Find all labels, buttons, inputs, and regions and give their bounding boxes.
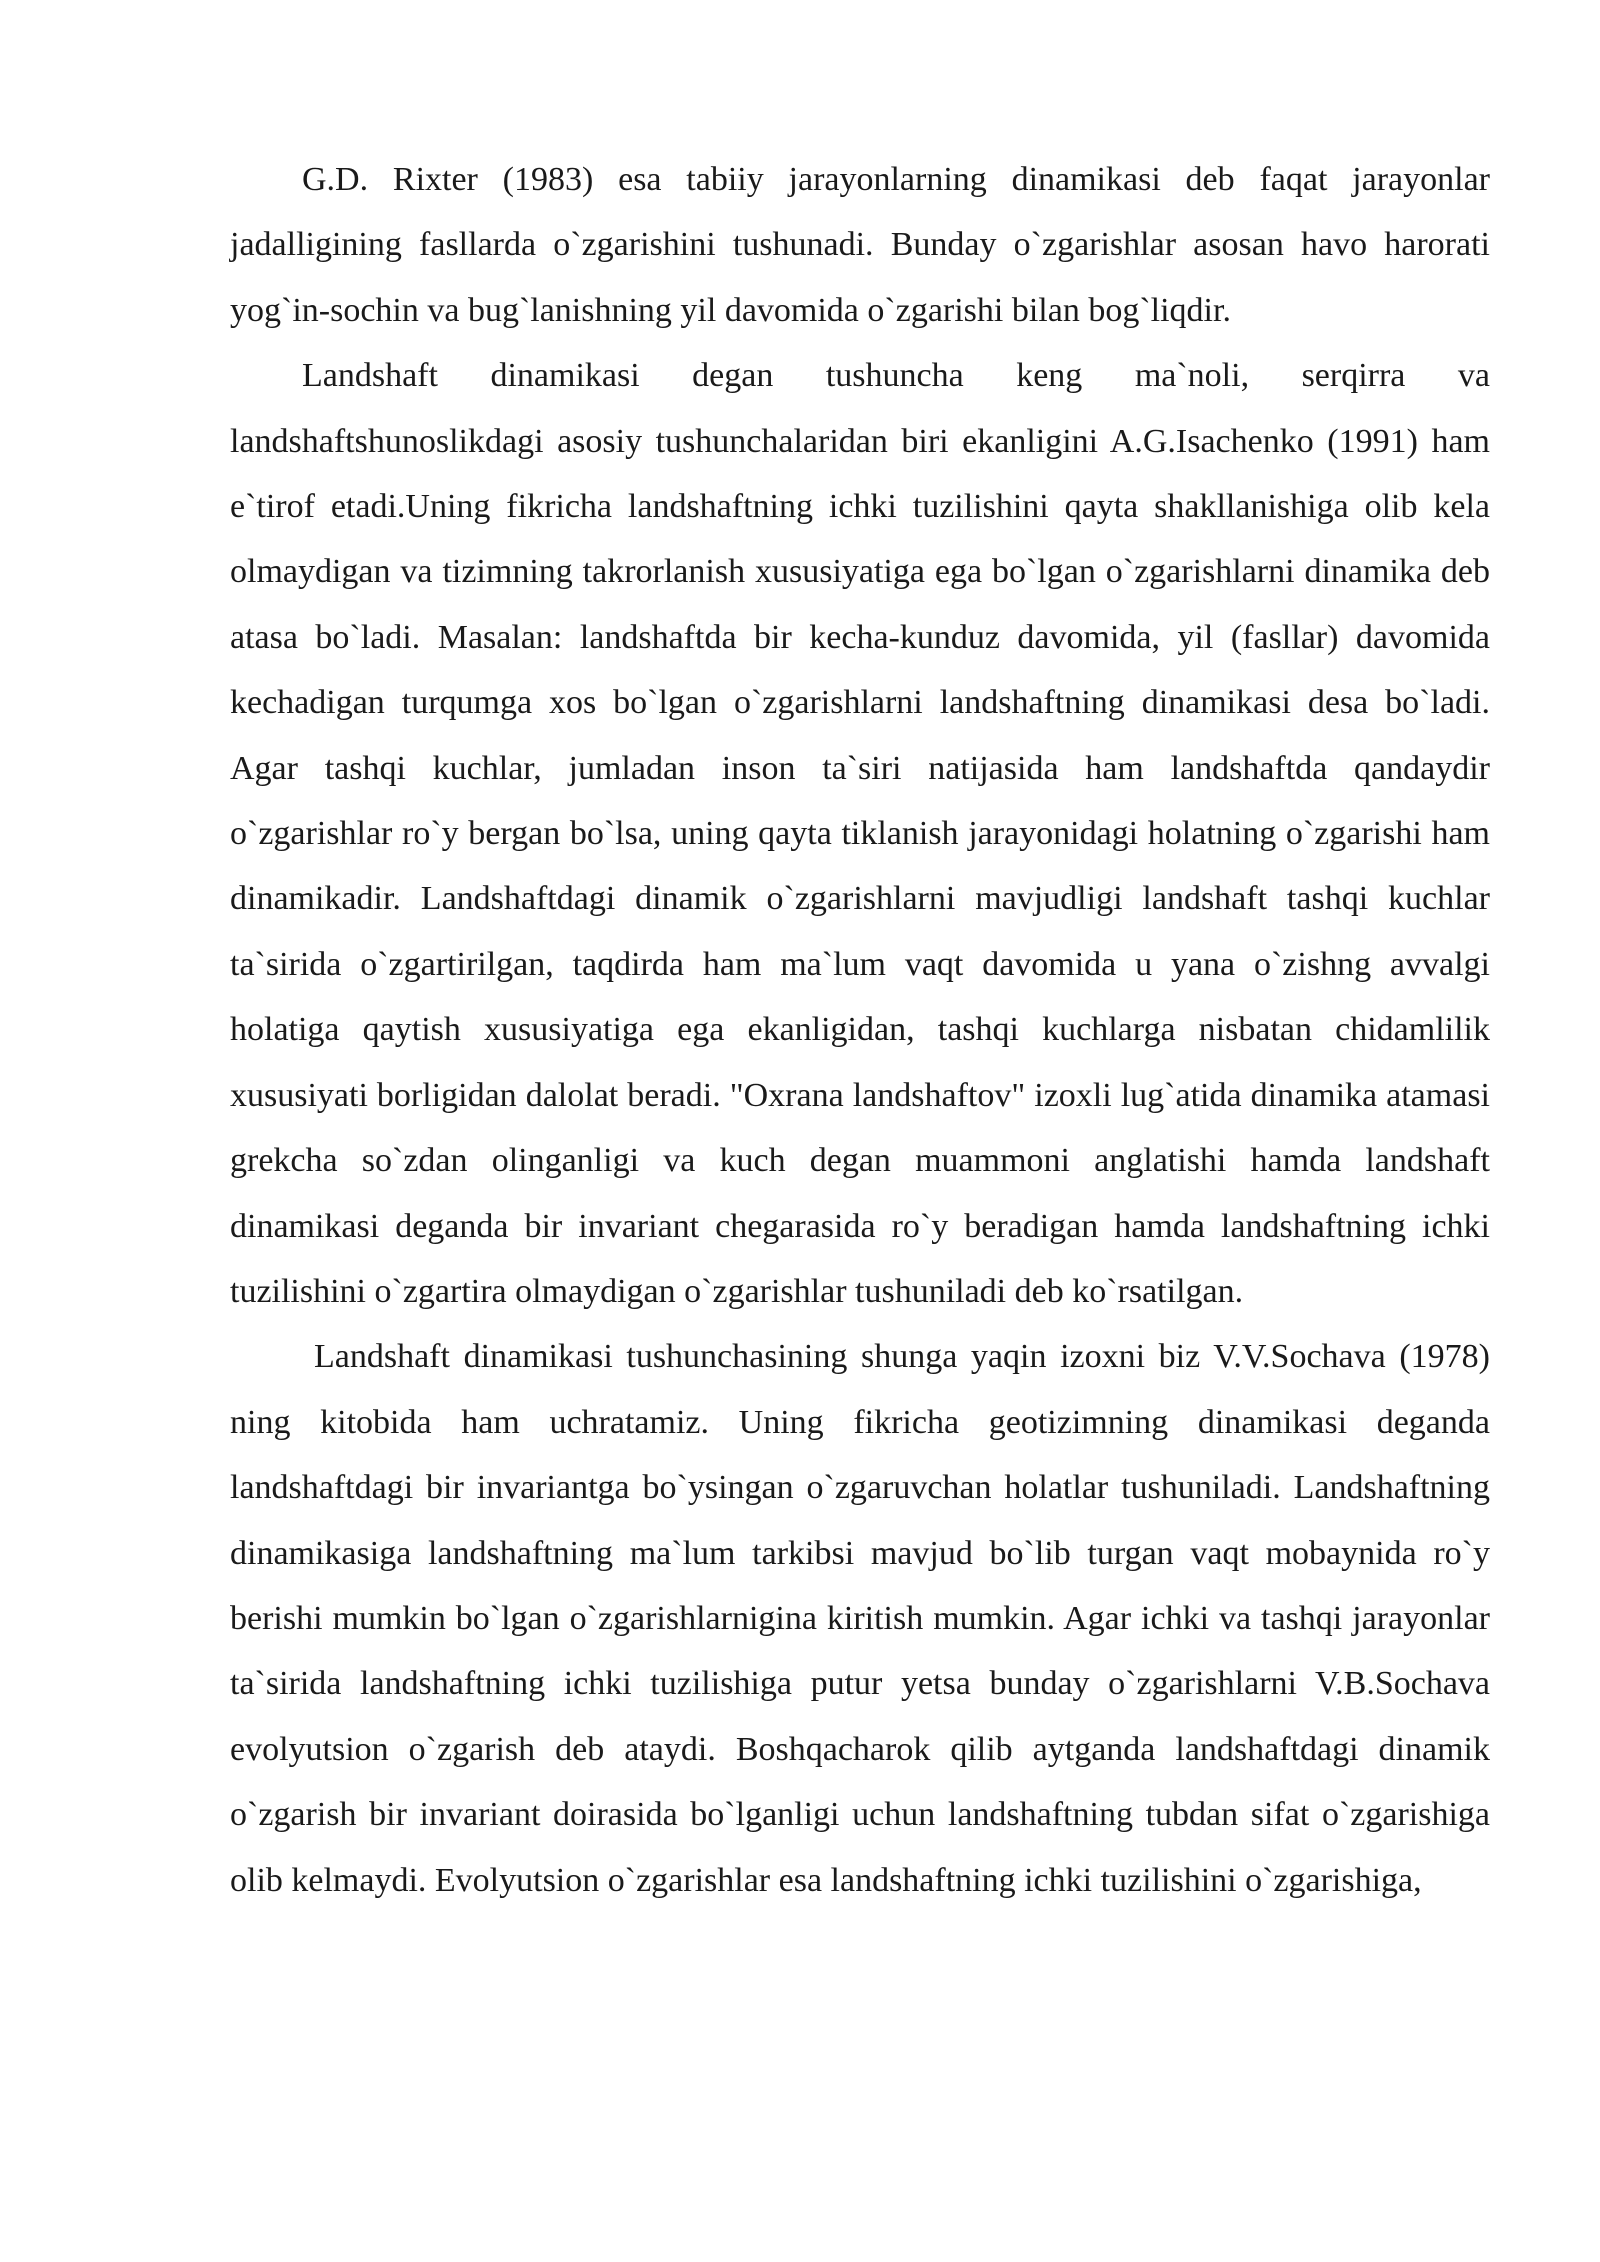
document-body (230, 147, 1490, 1913)
paragraph-rixter: G.D. Rixter (1983) esa tabiiy jarayonlarning dinamikasi deb faqat jarayonlar jadalligining fasllarda o`zgarishini tushunadi. Bunday o`zgarishlar asosan havo harorati yog`in-sochin va bug`lanishning yil davomida o`zgarishi bilan bog`liqdir. (230, 161, 1490, 329)
paragraph-isachenko: Landshaft dinamikasi degan tushuncha keng ma`noli, serqirra va landshaftshunoslikdagi asosiy tushunchalaridan biri ekanligini A.G.Isachenko (1991) ham e`tirof etadi.Uning fikricha landshaftning ichki tuzilishini qayta shakllanishiga olib kela olmaydigan va tizimning takrorlanish xususiyatiga ega bo`lgan o`zgarishlarni dinamika deb atasa bo`ladi. Masalan: landshaftda bir kecha-kunduz davomida, yil (fasllar) davomida kechadigan turqumga xos bo`lgan o`zgarishlarni landshaftning dinamikasi desa bo`ladi. Agar tashqi kuchlar, jumladan inson ta`siri natijasida ham landshaftda qandaydir o`zgarishlar ro`y bergan bo`lsa, uning qayta tiklanish jarayonidagi holatning o`zgarishi ham dinamikadir. Landshaftdagi dinamik o`zgarishlarni mavjudligi landshaft tashqi kuchlar ta`sirida o`zgartirilgan, taqdirda ham ma`lum vaqt davomida u yana o`zishng avvalgi holatiga qaytish xususiyatiga ega ekanligidan, tashqi kuchlarga nisbatan chidamlilik xususiyati borligidan dalolat beradi. "Oxrana landshaftov" izoxli lug`atida dinamika atamasi grekcha so`zdan olinganligi va kuch degan muammoni anglatishi hamda landshaft dinamikasi deganda bir invariant chegarasida ro`y beradigan hamda landshaftning ichki tuzilishini o`zgartira olmaydigan o`zgarishlar tushuniladi deb ko`rsatilgan. (230, 357, 1490, 1310)
paragraph-sochava: Landshaft dinamikasi tushunchasining shunga yaqin izoxni biz V.V.Sochava (1978) ning kitobida ham uchratamiz. Uning fikricha geotizimning dinamikasi deganda landshaftdagi bir invariantga bo`ysingan o`zgaruvchan holatlar tushuniladi. Landshaftning dinamikasiga landshaftning ma`lum tarkibsi mavjud bo`lib turgan vaqt mobaynida ro`y berishi mumkin bo`lgan o`zgarishlarnigina kiritish mumkin. Agar ichki va tashqi jarayonlar ta`sirida landshaftning ichki tuzilishiga putur yetsa bunday o`zgarishlarni V.B.Sochava evolyutsion o`zgarish deb ataydi. Boshqacharok qilib aytganda landshaftdagi dinamik o`zgarish bir invariant doirasida bo`lganligi uchun landshaftning tubdan sifat o`zgarishiga olib kelmaydi. Evolyutsion o`zgarishlar esa landshaftning ichki tuzilishini o`zgarishiga, (230, 1338, 1490, 1899)
